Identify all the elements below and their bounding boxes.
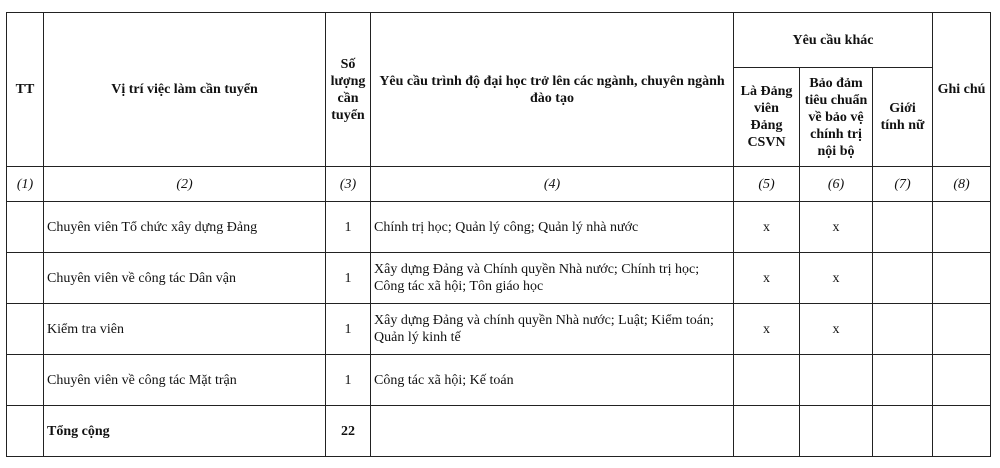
column-number: (2) (44, 167, 326, 202)
header-note: Ghi chú (933, 13, 991, 167)
column-number: (4) (371, 167, 734, 202)
total-party-member (734, 406, 800, 457)
table-row (7, 355, 991, 406)
recruitment-table (6, 12, 991, 457)
recruitment-document (6, 12, 991, 457)
row-note (933, 355, 991, 406)
header-party-member: Là Đảng viên Đảng CSVN (734, 68, 800, 167)
row-tt (7, 355, 44, 406)
table-row (7, 202, 991, 253)
row-security-standard: x (800, 304, 873, 355)
total-female (873, 406, 933, 457)
row-quantity: 1 (326, 202, 371, 253)
header-female: Giới tính nữ (873, 68, 933, 167)
row-female (873, 202, 933, 253)
header-requirement: Yêu cầu trình độ đại học trở lên các ngành, chuyên ngành đào tạo (371, 13, 734, 167)
total-row (7, 406, 991, 457)
row-quantity: 1 (326, 355, 371, 406)
header-security-standard: Bảo đảm tiêu chuẩn về bảo vệ chính trị nội bộ (800, 68, 873, 167)
row-tt (7, 304, 44, 355)
row-party-member: x (734, 304, 800, 355)
row-tt (7, 253, 44, 304)
column-number: (6) (800, 167, 873, 202)
row-female (873, 355, 933, 406)
column-number: (5) (734, 167, 800, 202)
row-requirement: Công tác xã hội; Kế toán (371, 355, 734, 406)
header-other-requirements: Yêu cầu khác (734, 13, 933, 68)
row-security-standard: x (800, 253, 873, 304)
column-number: (7) (873, 167, 933, 202)
header-position: Vị trí việc làm cần tuyển (44, 13, 326, 167)
row-note (933, 202, 991, 253)
row-position: Kiểm tra viên (44, 304, 326, 355)
row-quantity: 1 (326, 253, 371, 304)
row-party-member (734, 355, 800, 406)
total-note (933, 406, 991, 457)
table-row (7, 253, 991, 304)
total-label: Tổng cộng (44, 406, 326, 457)
row-tt (7, 202, 44, 253)
total-quantity: 22 (326, 406, 371, 457)
header-quantity: Số lượng cần tuyển (326, 13, 371, 167)
column-number: (1) (7, 167, 44, 202)
column-number: (3) (326, 167, 371, 202)
row-security-standard (800, 355, 873, 406)
row-security-standard: x (800, 202, 873, 253)
row-requirement: Chính trị học; Quản lý công; Quản lý nhà nước (371, 202, 734, 253)
row-party-member: x (734, 253, 800, 304)
total-tt (7, 406, 44, 457)
header-tt: TT (7, 13, 44, 167)
table-row (7, 304, 991, 355)
total-requirement (371, 406, 734, 457)
row-note (933, 253, 991, 304)
column-number-row (7, 167, 991, 202)
row-female (873, 304, 933, 355)
column-number: (8) (933, 167, 991, 202)
total-security-standard (800, 406, 873, 457)
row-quantity: 1 (326, 304, 371, 355)
row-female (873, 253, 933, 304)
table-header (7, 13, 991, 167)
row-position: Chuyên viên về công tác Dân vận (44, 253, 326, 304)
row-party-member: x (734, 202, 800, 253)
row-requirement: Xây dựng Đảng và chính quyền Nhà nước; Luật; Kiểm toán; Quản lý kinh tế (371, 304, 734, 355)
row-position: Chuyên viên về công tác Mặt trận (44, 355, 326, 406)
row-requirement: Xây dựng Đảng và Chính quyền Nhà nước; Chính trị học; Công tác xã hội; Tôn giáo học (371, 253, 734, 304)
row-note (933, 304, 991, 355)
row-position: Chuyên viên Tổ chức xây dựng Đảng (44, 202, 326, 253)
